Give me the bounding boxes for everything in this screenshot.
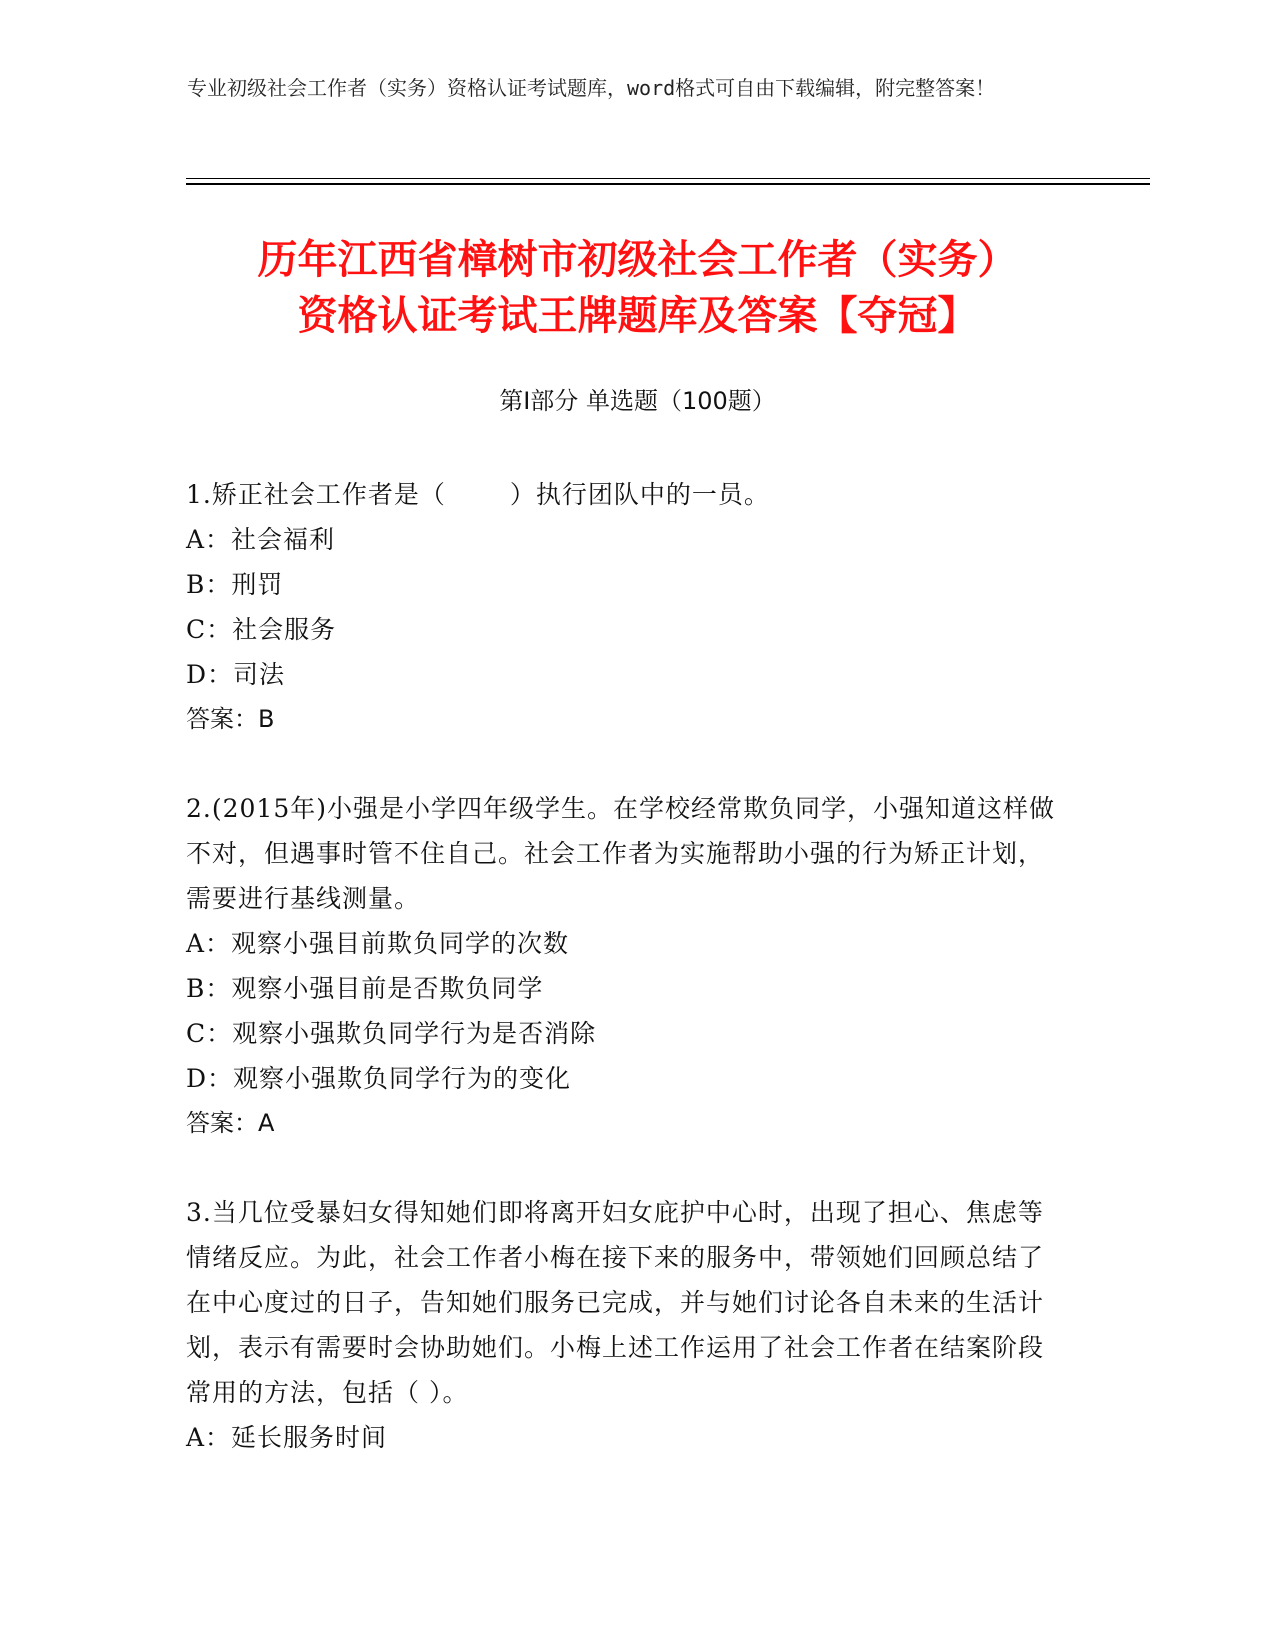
- header-divider-thin: [186, 178, 1150, 179]
- header-divider-thick: [186, 183, 1150, 185]
- option-d: D：司法: [186, 660, 286, 689]
- question-list: [186, 472, 1066, 1504]
- document-title-line-2: 资格认证考试王牌题库及答案【夺冠】: [297, 293, 978, 339]
- option-c: C：社会服务: [186, 615, 337, 644]
- question-stem: 2.(2015年)小强是小学四年级学生。在学校经常欺负同学，小强知道这样做不对，但遇事时管不住自己。社会工作者为实施帮助小强的行为矫正计划，需要进行基线测量。: [186, 794, 1055, 913]
- document-title-line-1: 历年江西省樟树市初级社会工作者（实务）: [257, 237, 1018, 283]
- question-stem-before-blank: 1.矫正社会工作者是（: [186, 480, 446, 509]
- header-note: 专业初级社会工作者（实务）资格认证考试题库，word格式可自由下载编辑，附完整答案！: [187, 76, 996, 100]
- option-a: A：延长服务时间: [186, 1423, 388, 1452]
- answer-line: 答案：A: [186, 1109, 275, 1137]
- option-a: A：社会福利: [186, 525, 336, 554]
- answer-line: 答案：B: [186, 705, 275, 733]
- section-heading: 第Ⅰ部分 单选题（100题）: [499, 387, 776, 415]
- question-stem: [186, 472, 1066, 517]
- question-stem-after-blank: ）执行团队中的一员。: [509, 480, 770, 509]
- document-title: [0, 232, 1275, 344]
- question-1: [186, 472, 1066, 742]
- question-3: [186, 1190, 1066, 1460]
- question-2: [186, 786, 1066, 1146]
- option-a: A：观察小强目前欺负同学的次数: [186, 929, 570, 958]
- option-b: B：刑罚: [186, 570, 284, 599]
- question-stem: 3.当几位受暴妇女得知她们即将离开妇女庇护中心时，出现了担心、焦虑等情绪反应。为此，社会工作者小梅在接下来的服务中，带领她们回顾总结了在中心度过的日子，告知她们服务已完成，并与她们讨论各自未来的生活计划，表示有需要时会协助她们。小梅上述工作运用了社会工作者在结案阶段常用的方法，包括（ ）。: [186, 1198, 1045, 1407]
- option-b: B：观察小强目前是否欺负同学: [186, 974, 544, 1003]
- option-d: D：观察小强欺负同学行为的变化: [186, 1064, 572, 1093]
- option-c: C：观察小强欺负同学行为是否消除: [186, 1019, 597, 1048]
